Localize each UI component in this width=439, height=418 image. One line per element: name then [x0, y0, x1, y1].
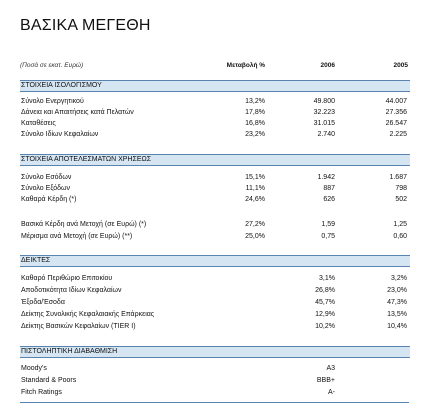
table-row: [20, 195, 409, 204]
row-label: Moody's: [21, 365, 47, 372]
row-label: Σύνολο Εσόδων: [21, 174, 72, 181]
table-row: [20, 108, 409, 117]
row-label: Standard & Poors: [21, 377, 77, 384]
row-2006: 1.942: [317, 174, 335, 181]
section-balance-title: ΣΤΟΙΧΕΙΑ ΙΣΟΛΟΓΙΣΜΟΥ: [20, 80, 410, 92]
row-label: Δείκτης Βασικών Κεφαλαίων (TIER I): [21, 323, 136, 330]
table-row: [20, 119, 409, 128]
table-row: [20, 286, 409, 295]
row-2005: 798: [395, 185, 407, 192]
table-row: [20, 232, 409, 241]
row-change: 16,8%: [245, 120, 265, 127]
table-row: [20, 298, 409, 307]
table-row: [20, 173, 409, 182]
table-row: [20, 376, 409, 385]
row-2006: 45,7%: [315, 299, 335, 306]
row-change: 27,2%: [245, 221, 265, 228]
table-row: [20, 220, 409, 229]
row-2005: 13,5%: [387, 311, 407, 318]
row-change: 11,1%: [245, 185, 265, 192]
row-label: Βασικά Κέρδη ανά Μετοχή (σε Ευρώ) (*): [21, 221, 147, 228]
row-label: Σύνολο Εξόδων: [21, 185, 71, 192]
row-label: Fitch Ratings: [21, 389, 62, 396]
row-label: Δείκτης Συνολικής Κεφαλαιακής Επάρκειας: [21, 311, 155, 318]
row-2006: 31.015: [313, 120, 335, 127]
row-2006: 3,1%: [319, 275, 335, 282]
page-title: ΒΑΣΙΚΑ ΜΕΓΕΘΗ: [20, 17, 151, 34]
row-label: Καθαρά Κέρδη (*): [21, 196, 77, 203]
row-2006: 2.740: [317, 131, 335, 138]
row-change: 25,0%: [245, 233, 265, 240]
row-2005: 10,4%: [387, 323, 407, 330]
row-2005: 26.547: [385, 120, 407, 127]
row-2005: 47,3%: [387, 299, 407, 306]
table-row: [20, 184, 409, 193]
row-2006: 626: [323, 196, 335, 203]
column-header-2006: 2006: [320, 62, 335, 69]
row-2005: 0,60: [393, 233, 407, 240]
row-label: Μέρισμα ανά Μετοχή (σε Ευρώ) (**): [21, 233, 133, 240]
row-label: Δάνεια και Απαιτήσεις κατά Πελατών: [21, 109, 134, 116]
row-label: Καθαρό Περιθώριο Επιτοκίου: [21, 275, 113, 282]
table-row: [20, 274, 409, 283]
row-label: Έξοδα/Έσοδα: [21, 299, 65, 306]
row-label: Αποδοτικότητα Ιδίων Κεφαλαίων: [21, 287, 122, 294]
row-2005: 502: [395, 196, 407, 203]
row-2006: 887: [323, 185, 335, 192]
row-2006: 32.223: [313, 109, 335, 116]
table-row: [20, 310, 409, 319]
row-change: 17,8%: [245, 109, 265, 116]
section-results-title: ΣΤΟΙΧΕΙΑ ΑΠΟΤΕΛΕΣΜΑΤΩΝ ΧΡΗΣΕΩΣ: [20, 154, 410, 166]
row-2006: 10,2%: [315, 323, 335, 330]
row-change: 13,2%: [245, 98, 265, 105]
row-2005: 1,25: [393, 221, 407, 228]
row-label: Σύνολο Ιδίων Κεφαλαίων: [21, 131, 99, 138]
bottom-divider: [20, 402, 409, 403]
table-row: [20, 97, 409, 106]
row-2005: 3,2%: [391, 275, 407, 282]
row-change: 24,6%: [245, 196, 265, 203]
column-header-2005: 2005: [393, 62, 408, 69]
row-rating: A-: [328, 389, 335, 396]
row-change: 15,1%: [245, 174, 265, 181]
section-ratios-title: ΔΕΙΚΤΕΣ: [20, 255, 410, 267]
table-row: [20, 388, 409, 397]
section-rating-title: ΠΙΣΤΟΛΗΠΤΙΚΗ ΔΙΑΒΑΘΜΙΣΗ: [20, 346, 410, 358]
row-label: Καταθέσεις: [21, 120, 56, 127]
row-2006: 49.800: [313, 98, 335, 105]
row-rating: A3: [326, 365, 335, 372]
row-2005: 27.356: [385, 109, 407, 116]
table-row: [20, 322, 409, 331]
row-2006: 1,59: [321, 221, 335, 228]
row-2005: 1.687: [389, 174, 407, 181]
row-2005: 44.007: [385, 98, 407, 105]
row-2005: 23,0%: [387, 287, 407, 294]
table-row: [20, 130, 409, 139]
row-2006: 26,8%: [315, 287, 335, 294]
row-label: Σύνολο Ενεργητικού: [21, 98, 84, 105]
table-row: [20, 364, 409, 373]
row-2006: 12,9%: [315, 311, 335, 318]
row-2005: 2.225: [389, 131, 407, 138]
unit-note: (Ποσά σε εκατ. Ευρώ): [20, 62, 84, 69]
row-2006: 0,75: [321, 233, 335, 240]
column-header-change: Μεταβολή %: [226, 62, 265, 69]
row-change: 23,2%: [245, 131, 265, 138]
row-rating: BBB+: [316, 377, 335, 384]
